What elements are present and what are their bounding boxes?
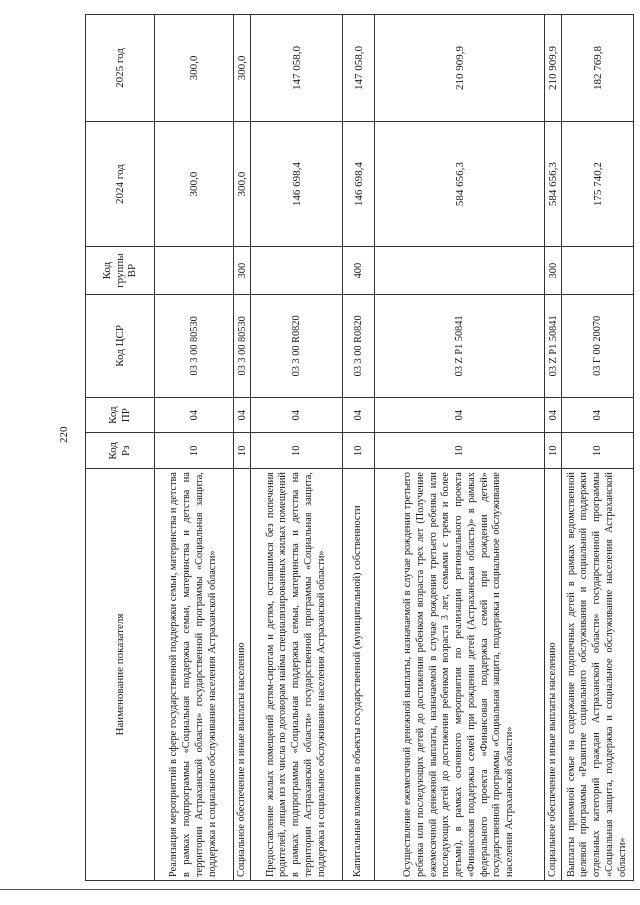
row-rz: 10 <box>562 433 634 469</box>
row-name: Социальное обеспечение и иные выплаты населению <box>234 469 251 881</box>
table-row <box>343 15 375 881</box>
row-rz: 10 <box>343 433 375 469</box>
row-name: Реализация мероприятий в сфере государственной поддержки семьи, материнства и детства в рамках подпрограммы «Социальная поддержка семьи, материнства и детства на территории Астраханской области» государственной программы «Социальная защита, поддержка и социальное обслуживание населения Астраханской области» <box>155 469 234 881</box>
row-2025: 182 769,8 <box>562 15 634 122</box>
header-name: Наименование показателя <box>86 469 155 881</box>
row-2025: 210 909,9 <box>375 15 545 122</box>
row-pr: 04 <box>545 397 562 433</box>
row-csr: 03 3 00 80530 <box>234 294 251 397</box>
row-csr: 03 3 00 R0820 <box>251 294 343 397</box>
row-rz: 10 <box>375 433 545 469</box>
row-rz: 10 <box>251 433 343 469</box>
row-vr <box>375 247 545 295</box>
row-2024: 300,0 <box>155 121 234 246</box>
row-vr <box>251 247 343 295</box>
table-row <box>251 15 343 881</box>
row-2024: 300,0 <box>234 121 251 246</box>
row-2024: 584 656,3 <box>545 121 562 246</box>
row-pr: 04 <box>251 397 343 433</box>
row-2025: 147 058,0 <box>251 15 343 122</box>
row-pr: 04 <box>155 397 234 433</box>
header-2025: 2025 год <box>86 15 155 122</box>
page-bottom-edge-line <box>0 889 640 890</box>
row-csr: 03 3 00 R0820 <box>343 294 375 397</box>
row-vr <box>155 247 234 295</box>
row-2024: 146 698,4 <box>343 121 375 246</box>
row-pr: 04 <box>234 397 251 433</box>
budget-table <box>85 14 634 881</box>
row-csr: 03 3 00 80530 <box>155 294 234 397</box>
row-pr: 04 <box>375 397 545 433</box>
row-2024: 175 740,2 <box>562 121 634 246</box>
row-name: Капитальные вложения в объекты государственной (муниципальной) собственности <box>343 469 375 881</box>
row-name: Предоставление жилых помещений детям-сиротам и детям, оставшимся без попечения родителей, лицам из их числа по договорам найма специализированных жилых помещений в рамках подпрограммы «Социальная поддержка семьи, материнства и детства на территории Астраханской области» государственной программы «Социальная защита, поддержка и социальное обслуживание населения Астраханской области» <box>251 469 343 881</box>
row-2025: 300,0 <box>234 15 251 122</box>
table-row <box>562 15 634 881</box>
header-rz: Код Рз <box>86 433 155 469</box>
row-name: Осуществление ежемесячной денежной выплаты, назначаемой в случае рождения третьего ребенка или последующих детей до достижения ребенком возраста трех лет (Получение ежемесячной денежной выплаты, назначаемой в случае рождения третьего ребенка или последующих детей до достижения ребенком возраста 3 лет, семьями с тремя и более детьми), в рамках основного мероприятия по реализации регионального проекта «Финансовая поддержка семей при рождении детей (Астраханская область)» в рамках федерального проекта «Финансовая поддержка семей при рождении детей» государственной программы «Социальная защита, поддержка и социальное обслуживание населения Астраханской области» <box>375 469 545 881</box>
row-vr <box>562 247 634 295</box>
row-csr: 03 Z P1 50841 <box>375 294 545 397</box>
header-pr: Код ПР <box>86 397 155 433</box>
table-row <box>234 15 251 881</box>
table-row <box>375 15 545 881</box>
row-2025: 300,0 <box>155 15 234 122</box>
row-2025: 147 058,0 <box>343 15 375 122</box>
row-2025: 210 909,9 <box>545 15 562 122</box>
row-csr: 03 Z P1 50841 <box>545 294 562 397</box>
rotated-budget-table-container <box>85 14 628 881</box>
row-2024: 146 698,4 <box>251 121 343 246</box>
row-csr: 03 Г 00 20070 <box>562 294 634 397</box>
row-vr: 300 <box>234 247 251 295</box>
row-name: Выплаты приемной семье на содержание подопечных детей в рамках ведомственной целевой программы «Развитие социального обслуживания и социальной поддержки отдельных категорий граждан Астраханской области» государственной программы «Социальная защита, поддержка и социальное обслуживание населения Астраханской области» <box>562 469 634 881</box>
header-csr: Код ЦСР <box>86 294 155 397</box>
row-pr: 04 <box>562 397 634 433</box>
row-vr: 300 <box>545 247 562 295</box>
header-2024: 2024 год <box>86 121 155 246</box>
table-row <box>155 15 234 881</box>
row-vr: 400 <box>343 247 375 295</box>
row-rz: 10 <box>545 433 562 469</box>
row-name: Социальное обеспечение и иные выплаты населению <box>545 469 562 881</box>
table-row <box>545 15 562 881</box>
header-row <box>86 15 155 881</box>
row-pr: 04 <box>343 397 375 433</box>
row-rz: 10 <box>155 433 234 469</box>
row-rz: 10 <box>234 433 251 469</box>
header-vr: Код группы ВР <box>86 247 155 295</box>
page-number: 220 <box>58 426 70 443</box>
row-2024: 584 656,3 <box>375 121 545 246</box>
